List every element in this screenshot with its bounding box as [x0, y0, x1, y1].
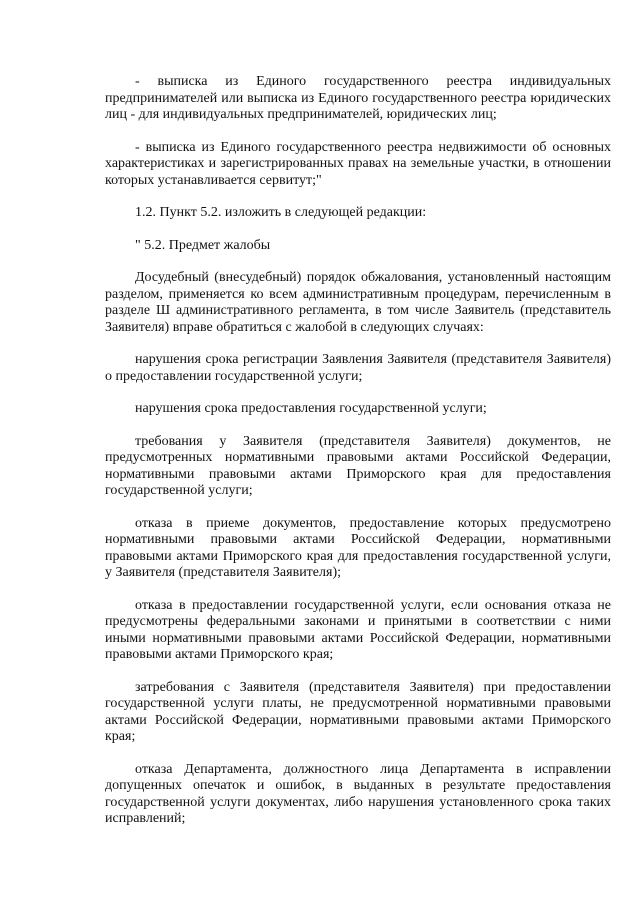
paragraph-case-extra-documents: требования у Заявителя (представителя Заявителя) документов, не предусмотренных нормативными правовыми актами Российской Федерации, нормативными правовыми актами Приморского края для предоставления государственной услуги; — [105, 433, 611, 498]
paragraph-section-5-2-heading: " 5.2. Предмет жалобы — [135, 237, 271, 253]
paragraph-case-document-refusal: отказа в приеме документов, предоставление которых предусмотрено нормативными правовыми актами Российской Федерации, нормативными правовыми актами Приморского края для предоставления государственной услуги, у Заявителя (представителя Заявителя); — [105, 515, 611, 580]
paragraph-case-unlawful-fee: затребования с Заявителя (представителя Заявителя) при предоставлении государственной услуги платы, не предусмотренной нормативными правовыми актами Российской Федерации, нормативными правовыми актами Приморского края; — [105, 679, 611, 744]
paragraph-case-service-refusal: отказа в предоставлении государственной услуги, если основания отказа не предусмотрены федеральными законами и принятыми в соответствии с ними иными нормативными правовыми актами Российской Федерации, нормативными правовыми актами Приморского края; — [105, 597, 611, 662]
paragraph-egrn-extract: - выписка из Единого государственного реестра недвижимости об основных характеристиках и зарегистрированных правах на земельные участки, в отношении которых устанавливается сервитут;" — [105, 139, 611, 188]
paragraph-egrip-extract: - выписка из Единого государственного реестра индивидуальных предпринимателей или выписка из Единого государственного реестра юридических лиц - для индивидуальных предпринимателей, юридических лиц; — [105, 74, 611, 122]
paragraph-case-service-delay: нарушения срока предоставления государственной услуги; — [135, 401, 487, 416]
document-body — [105, 74, 611, 828]
paragraph-case-correction-refusal: отказа Департамента, должностного лица Департамента в исправлении допущенных опечаток и ошибок, в выданных в результате предоставления государственной услуги документах, либо нарушения установленного срока таких исправлений; — [105, 761, 611, 826]
paragraph-clause-1-2: 1.2. Пункт 5.2. изложить в следующей редакции: — [135, 205, 427, 220]
paragraph-appeal-procedure: Досудебный (внесудебный) порядок обжалования, установленный настоящим разделом, применяется ко всем административным процедурам, перечисленным в разделе Ш административного регламента, в том числе Заявитель (представитель Заявителя) вправе обратиться с жалобой в следующих случаях: — [105, 270, 611, 335]
paragraph-case-registration-delay: нарушения срока регистрации Заявления Заявителя (представителя Заявителя) о предоставлении государственной услуги; — [105, 352, 611, 384]
